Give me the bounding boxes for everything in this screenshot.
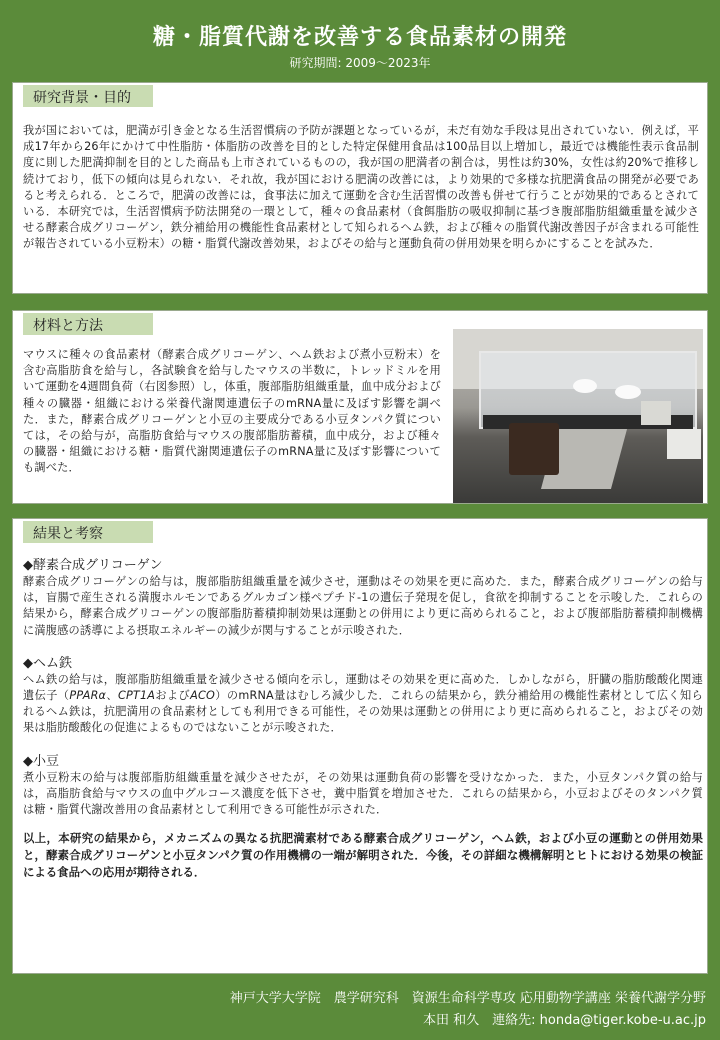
methods-label: 材料と方法: [23, 313, 153, 335]
heme-separator: 、: [106, 689, 118, 703]
treadmill-photo: [453, 329, 703, 503]
gene-aco: ACO: [190, 689, 216, 703]
contact: 本田 和久 連絡先: honda@tiger.kobe-u.ac.jp: [423, 1013, 706, 1028]
results-panel: [12, 518, 708, 974]
results-label: 結果と考察: [23, 521, 153, 543]
methods-panel: [12, 310, 708, 504]
poster-footer: [230, 988, 706, 1032]
glycogen-text: 酵素合成グリコーゲンの給与は，腹部脂肪組織重量を減少させ，運動はその効果を更に高めた．また，酵素合成グリコーゲンの給与は，盲腸で産生される満腹ホルモンであるグルカゴン様ペプチド-1の遺伝子発現を促し，食欲を抑制することを示唆した．これらの結果から，酵素合成グリコーゲンの腹部脂肪蓄積抑制効果は運動との併用により更に高められること，および腹部脂肪蓄積抑制機構に満腹感の誘導による摂取エネルギーの減少が関与することが示唆された．: [23, 575, 703, 637]
azuki-text: 煮小豆粉末の給与は腹部脂肪組織重量を減少させたが，その効果は運動負荷の影響を受けなかった．また，小豆タンパク質の給与は，高脂肪食給与マウスの血中グルコース濃度を低下させ，糞中脂質を増加させた．これらの結果から，小豆およびそのタンパク質は糖・脂質代謝改善用の食品素材として利用できる可能性が示された．: [23, 770, 703, 817]
conclusion-text: 以上，本研究の結果から，メカニズムの異なる抗肥満素材である酵素合成グリコーゲン，ヘム鉄，および小豆の運動との併用効果と，酵素合成グリコーゲンと小豆タンパク質の作用機構の一端が解明された．今後，その詳細な機構解明とヒトにおける効果の検証による食品への応用が期待される．: [23, 831, 703, 880]
heme-heading: ◆ヘム鉄: [23, 655, 72, 671]
background-label: 研究背景・目的: [23, 85, 153, 107]
background-text: 我が国においては，肥満が引き金となる生活習慣病の予防が課題となっているが，未だ有効な手段は見出されていない．例えば，平成17年から26年にかけて中性脂肪・体脂肪の改善を目的とした特定保健用食品は100品目以上増加し，最近では機能性表示食品制度に則した肥満抑制を目的とした商品も上市されているものの，我が国の肥満者の割合は，男性は約30%，女性は約20%で推移し続けており，低下の傾向は見られない．それ故，我が国における肥満の改善には，より効果的で多様な抗肥満食品の開発が必要であると考えられる．ところで，肥満の改善には，食事法に加えて運動を含む生活習慣の改善も併せて行うことが効果的であるとされている．本研究では，生活習慣病予防法開発の一環として，種々の食品素材（食餌脂肪の吸収抑制に基づき腹部脂肪組織重量を減少させる酵素合成グリコーゲン，鉄分補給用の機能性食品素材として知られるヘム鉄，および種々の脂質代謝改善因子が含まれる可能性が報告されている小豆粉末）の糖・脂質代謝改善効果，およびその給与と運動負荷の併用効果を明らかにすることを試みた．: [23, 124, 699, 251]
methods-text: マウスに種々の食品素材（酵素合成グリコーゲン、ヘム鉄および煮小豆粉末）を含む高脂肪食を給与し，各試験食を給与したマウスの半数に，トレッドミルを用いて運動を4週間負荷（右図参照）し，体重，腹部脂肪組織重量，血中成分および種々の臓器・組織における栄養代謝関連遺伝子のmRNA量に及ぼす影響を調べた．また，酵素合成グリコーゲンと小豆の主要成分である小豆タンパク質については，その給与が，高脂肪食給与マウスの腹部脂肪蓄積，血中成分，および種々の臓器・組織における糖・脂質代謝関連遺伝子のmRNA量に及ぼす影響についても調べた．: [23, 348, 441, 475]
heme-text-part2: ）のmRNA量はむしろ減少した．これらの結果から，鉄分補給用の機能性素材として広く知られるヘム鉄は，抗肥満用の食品素材としても利用できる可能性，その効果は運動との併用により更に高められること，およびその効果は脂肪酸酸化の促進によるものではないことが示唆された．: [23, 689, 703, 735]
gene-cpt1a: CPT1A: [117, 689, 156, 703]
background-panel: [12, 82, 708, 294]
research-period: 研究期間: 2009〜2023年: [289, 56, 431, 70]
heme-and: および: [155, 689, 191, 703]
glycogen-heading: ◆酵素合成グリコーゲン: [23, 558, 163, 573]
affiliation: 神戸大学大学院 農学研究科 資源生命科学専攻 応用動物学講座 栄養代謝学分野: [229, 991, 706, 1006]
heme-text: [23, 672, 703, 737]
page-title: 糖・脂質代謝を改善する食品素材の開発: [152, 25, 567, 50]
heme-text-part1: ヘム鉄の給与は，腹部脂肪組織重量を減少させる傾向を示し，運動はその効果を更に高めた．しかしながら，肝臓の脂肪酸酸化関連遺伝子（: [23, 672, 703, 703]
azuki-heading: ◆小豆: [23, 753, 59, 769]
gene-ppara: PPARα: [69, 689, 107, 703]
poster-header: [0, 0, 720, 70]
results-body: [23, 557, 703, 881]
